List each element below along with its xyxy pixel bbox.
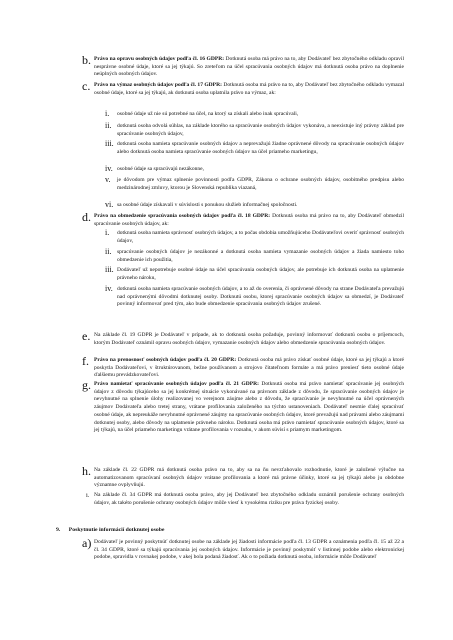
item-g-marker: g. <box>82 378 91 392</box>
item-e-text: Na základe čl. 19 GDPR je Dodávateľ v prípade, ak to dotknutá osoba požaduje, povinný informovať dotknutú osobu o príjemcoch, ktorým Dodávateľ oznámil opravu osobných údajov, vymazanie osobných údajov alebo obmedzenie spracúvania osobných údajov. <box>94 332 404 346</box>
item-c-sub-vi-text: sa osobné údaje získavali v súvislosti s ponukou služieb informačnej spoločnosti. <box>117 202 298 208</box>
item-c-sub-iv-marker: iv. <box>105 164 113 173</box>
item-h-marker: h. <box>82 464 91 478</box>
item-c-sub-iii-text: dotknutá osoba namieta spracúvanie osobných údajov a neprevažujú žiadne oprávnené dôvody na spracúvanie osobných údajov alebo dotknutá osoba namieta spracúvanie osobných údajov na účel priameho marketingu, <box>117 141 404 155</box>
item-h-text: Na základe čl. 22 GDPR má dotknutá osoba právo na to, aby sa na ňu nevzťahovalo rozhodnutie, ktoré je založené výlučne na automatizovanom spracúvaní osobných údajov vrátane profilovania a ktoré má právne účinky, ktoré sa jej týkajú alebo ju obdobne významne ovplyvňujú. <box>94 467 404 489</box>
item-c-sub-iv-text: osobné údaje sa spracúvajú nezákonne, <box>117 166 205 172</box>
item-b-text: Dotknutá osoba má právo na to, aby Dodávateľ bez zbytočného odkladu opravil nesprávne osobné údaje, ktoré sa jej týkajú. So zreteľom na účel spracúvania osobných údajov má dotknutá osoba právo na doplnenie neúplných osobných údajov. <box>94 56 404 78</box>
item-c-sub-v-marker: v. <box>105 175 111 184</box>
section-9-a-text: Dodávateľ je povinný poskytnúť dotknutej osobe na základe jej žiadosti informácie podľa čl. 13 GDPR a oznámenia podľa čl. 15 až 22 a čl. 34 GDPR, ktoré sa týkajú spracúvania jej osobných údajov. Informácie je povinný poskytnúť v listinnej podobe alebo elektronickej podobe, spravidla v rovnakej podobe, v akej bola podaná žiadosť. Ak o to požiada dotknutá osoba, informácie môže Dodávateľ <box>94 539 404 561</box>
item-f-marker: f. <box>82 354 89 368</box>
item-i-marker: i. <box>86 492 90 499</box>
item-f-text: Dotknutá osoba má právo získať osobné údaje, ktoré sa jej týkajú a ktoré poskytla Dodávateľovi, v štruktúrovanom, bežne používanom a strojovo čitateľnom formáte a má právo preniesť tieto osobné údaje ďalšiemu prevádzkovateľovi. <box>94 357 404 379</box>
item-g-heading: Právo namietať spracúvanie osobných údajov podľa čl. 21 GDPR: <box>94 381 259 387</box>
item-d-marker: d. <box>82 210 91 224</box>
item-d-sub-iv-marker: iv. <box>105 284 113 293</box>
item-c-sub-ii-text: dotknutá osoba odvolá súhlas, na základe ktorého sa spracúvanie osobných údajov vykonáva, a neexistuje iný právny základ pre spracúvanie osobných údajov, <box>117 123 404 137</box>
section-9-a-marker: a) <box>82 536 92 550</box>
item-d-sub-i-text: dotknutá osoba namieta správnosť osobných údajov, a to počas obdobia umožňujúceho Dodávateľovi overiť správnosť osobných údajov, <box>117 230 404 244</box>
item-d-sub-ii-marker: ii. <box>105 247 112 256</box>
item-g-text: Dotknutá osoba má právo namietať spracúvanie jej osobných údajov z dôvodu týkajúceho sa jej konkrétnej situácie vykonávané na právnom základe z dôvodu, že spracúvanie osobných údajov je nevyhnutné na splnenie úlohy realizovanej vo verejnom záujme alebo z dôvodu, že spracúvanie je nevyhnutné na účel oprávnených záujmov Dodávateľa alebo tretej strany, vrátane profilovania založeného na týchto ustanoveniach. Dodávateľ nesmie ďalej spracúvať osobné údaje, ak nepreukáže nevyhnutné oprávnené záujmy na spracúvanie osobných údajov, ktoré prevažujú nad právami alebo záujmami dotknutej osoby, alebo dôvody na uplatnenie právneho nároku. Dotknutá osoba má právo namietať spracúvanie osobných údajov, ktoré sa jej týkajú, na účel priameho marketingu vrátane profilovania v rozsahu, v akom súvisí s priamym marketingom. <box>94 381 404 434</box>
item-e-marker: e. <box>82 329 91 343</box>
section-9-heading: 9. Poskytnutie informácií dotknutej osobe <box>56 527 165 533</box>
item-d-sub-iv-text: dotknutá osoba namieta spracúvanie osobných údajov, a to až do overenia, či oprávnené dôvody na strane Dodávateľa prevažujú nad oprávnenými dôvodmi dotknutej osoby. Dotknutú osobu, ktorej spracúvanie osobných údajov sa obmedzí, je Dodávateľ povinný informovať pred tým, ako bude obmedzenie spracúvania osobných údajov zrušené. <box>117 286 404 308</box>
item-c-text: Dotknutá osoba má právo na to, aby Dodávateľ bez zbytočného odkladu vymazal osobné údaje, ktoré sa jej týkajú, ak dotknutá osoba uplatnila právo na výmaz, ak: <box>94 82 404 96</box>
item-b-heading: Právo na opravu osobných údajov podľa čl. 16 GDPR: <box>94 56 225 62</box>
item-d-sub-iii-marker: iii. <box>105 265 114 274</box>
item-c-marker: c. <box>82 79 91 93</box>
item-c-sub-i-text: osobné údaje už nie sú potrebné na účel, na ktorý sa získali alebo inak spracúvali, <box>117 111 299 117</box>
item-c-paragraph <box>94 82 404 97</box>
item-c-sub-iii-marker: iii. <box>105 139 114 148</box>
item-c-heading: Právo na výmaz osobných údajov podľa čl. 17 GDPR: <box>94 82 222 88</box>
item-b-marker: b. <box>82 53 91 67</box>
item-d-heading: Právo na obmedzenie spracúvania osobných údajov podľa čl. 18 GDPR: <box>94 213 271 219</box>
item-f-heading: Právo na prenosnosť osobných údajov podľa čl. 20 GDPR: <box>94 357 237 363</box>
item-d-sub-ii-text: spracúvanie osobných údajov je nezákonné a dotknutá osoba namieta vymazanie osobných údajov a žiada namiesto toho obmedzenie ich použitia, <box>117 249 404 263</box>
item-d-text: Dotknutá osoba má právo na to, aby Dodávateľ obmedzil spracúvanie osobných údajov, ak: <box>94 213 404 227</box>
item-c-sub-v-text: je dôvodom pre výmaz splnenie povinnosti podľa GDPR, Zákona o ochrane osobných údajov, osobitného predpisu alebo medzinárodnej zmluvy, ktorou je Slovenská republika viazaná, <box>117 177 404 191</box>
item-d-paragraph <box>94 213 404 228</box>
item-i-text: Na základe čl. 34 GDPR má dotknutá osoba právo, aby jej Dodávateľ bez zbytočného odkladu oznámil porušenie ochrany osobných údajov, ak takéto porušenie ochrany osobných údajov môže viesť k vysokému riziku pre práva fyzickej osoby. <box>94 492 404 506</box>
item-f-paragraph <box>94 357 404 380</box>
item-d-sub-i-marker: i. <box>105 228 110 237</box>
item-c-sub-ii-marker: ii. <box>105 121 112 130</box>
item-g-paragraph <box>94 381 404 435</box>
item-c-sub-vi-marker: vi. <box>105 200 114 209</box>
item-c-sub-i-marker: i. <box>105 109 110 118</box>
item-b-paragraph <box>94 56 404 79</box>
item-d-sub-iii-text: Dodávateľ už nepotrebuje osobné údaje na účel spracúvania osobných údajov, ale potrebuje ich dotknutá osoba na uplatnenie právneho nároku, <box>117 267 404 281</box>
